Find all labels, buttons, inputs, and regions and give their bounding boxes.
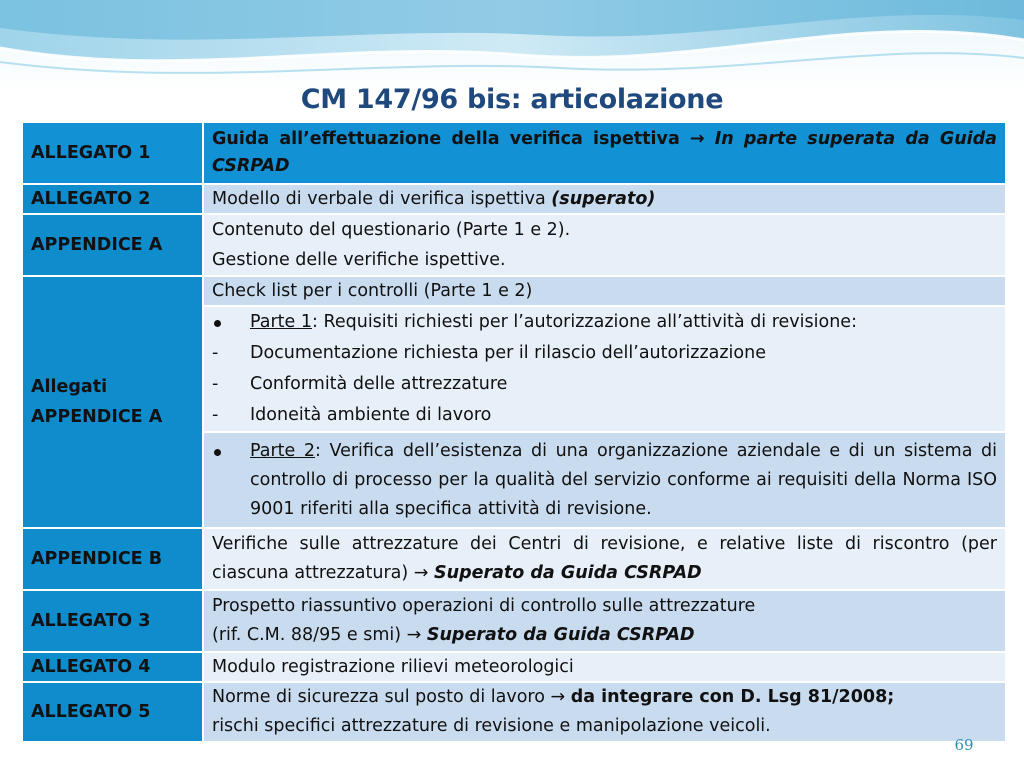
- parte-text: : Verifica dell’esistenza di una organizzazione aziendale e di un sistema di controllo di processo per la qualità del servizio conforme ai requisiti della Norma ISO 9001 riferiti alla specifica attività di revisione.: [250, 440, 997, 519]
- bullet-icon: [214, 320, 221, 327]
- parte-text: : Requisiti richiesti per l’autorizzazione all’attività di revisione:: [312, 312, 857, 332]
- list-item: [212, 307, 997, 338]
- table-row-allegato-1: [22, 122, 1006, 184]
- slide-title: CM 147/96 bis: articolazione: [300, 84, 724, 115]
- description-line: [212, 683, 997, 712]
- table-row-appendice-b: [22, 528, 1006, 590]
- parte-title: Parte 2: [250, 440, 316, 461]
- status-note: Superato da Guida CSRPAD: [434, 563, 702, 583]
- description-text: Norme di sicurezza sul posto di lavoro →: [212, 687, 571, 707]
- table-row-allegati-appendice-a: [22, 276, 1006, 306]
- table-row-appendice-a: [22, 214, 1006, 276]
- allegati-table: [21, 121, 1007, 743]
- row-label: APPENDICE B: [22, 528, 203, 590]
- row-description: [203, 590, 1006, 652]
- list-item: [212, 400, 997, 431]
- label-line: APPENDICE A: [31, 407, 163, 427]
- row-description: [203, 184, 1006, 214]
- list-item-text: Idoneità ambiente di lavoro: [250, 405, 492, 425]
- row-description: [203, 214, 1006, 276]
- row-label: ALLEGATO 5: [22, 682, 203, 742]
- parte-title: Parte 1: [250, 312, 313, 332]
- description-text: (rif. C.M. 88/95 e smi) →: [212, 625, 427, 645]
- description-line: Prospetto riassuntivo operazioni di controllo sulle attrezzature: [212, 596, 756, 616]
- row-label: [22, 276, 203, 528]
- table-row-allegato-5: [22, 682, 1006, 742]
- row-label: ALLEGATO 4: [22, 652, 203, 682]
- status-note: (superato): [551, 189, 656, 209]
- description-text: Verifiche sulle attrezzature dei Centri di revisione, e relative liste di riscontro (per ciascuna attrezzatura) →: [212, 534, 997, 583]
- row-label: ALLEGATO 1: [22, 122, 203, 184]
- status-note: da integrare con D. Lsg 81/2008;: [570, 687, 895, 707]
- status-note: In parte superata da Guida CSRPAD: [212, 129, 997, 176]
- row-description: [203, 528, 1006, 590]
- description-text: Guida all’effettuazione della verifica ispettiva →: [212, 129, 715, 149]
- dash-marker: -: [212, 405, 219, 425]
- checklist-header: Check list per i controlli (Parte 1 e 2): [203, 276, 1006, 306]
- bullet-icon: [214, 449, 221, 456]
- list-item: [212, 437, 997, 524]
- list-item: [212, 369, 997, 400]
- row-label: ALLEGATO 3: [22, 590, 203, 652]
- label-line: Allegati: [31, 377, 108, 397]
- description-line: Contenuto del questionario (Parte 1 e 2).: [212, 220, 571, 240]
- row-description: [203, 682, 1006, 742]
- parte-2-cell: [203, 432, 1006, 528]
- dash-marker: -: [212, 343, 219, 363]
- row-label: ALLEGATO 2: [22, 184, 203, 214]
- row-label: APPENDICE A: [22, 214, 203, 276]
- status-note: Superato da Guida CSRPAD: [426, 625, 695, 645]
- list-item-text: Documentazione richiesta per il rilascio dell’autorizzazione: [250, 343, 766, 363]
- description-text: Modello di verbale di verifica ispettiva: [212, 189, 552, 209]
- list-item-text: Conformità delle attrezzature: [250, 374, 508, 394]
- table-row-allegato-2: [22, 184, 1006, 214]
- list-item: [212, 338, 997, 369]
- row-description: [203, 122, 1006, 184]
- description-line: Gestione delle verifiche ispettive.: [212, 250, 506, 270]
- table-row-allegato-4: [22, 652, 1006, 682]
- table-row-allegato-3: [22, 590, 1006, 652]
- dash-marker: -: [212, 374, 219, 394]
- description-line: [212, 621, 997, 650]
- page-number: 69: [954, 736, 974, 754]
- description-line: rischi specifici attrezzature di revisione e manipolazione veicoli.: [212, 716, 771, 736]
- row-description: Modulo registrazione rilievi meteorologici: [203, 652, 1006, 682]
- parte-1-cell: [203, 306, 1006, 432]
- header-wave-decoration: [0, 0, 1024, 92]
